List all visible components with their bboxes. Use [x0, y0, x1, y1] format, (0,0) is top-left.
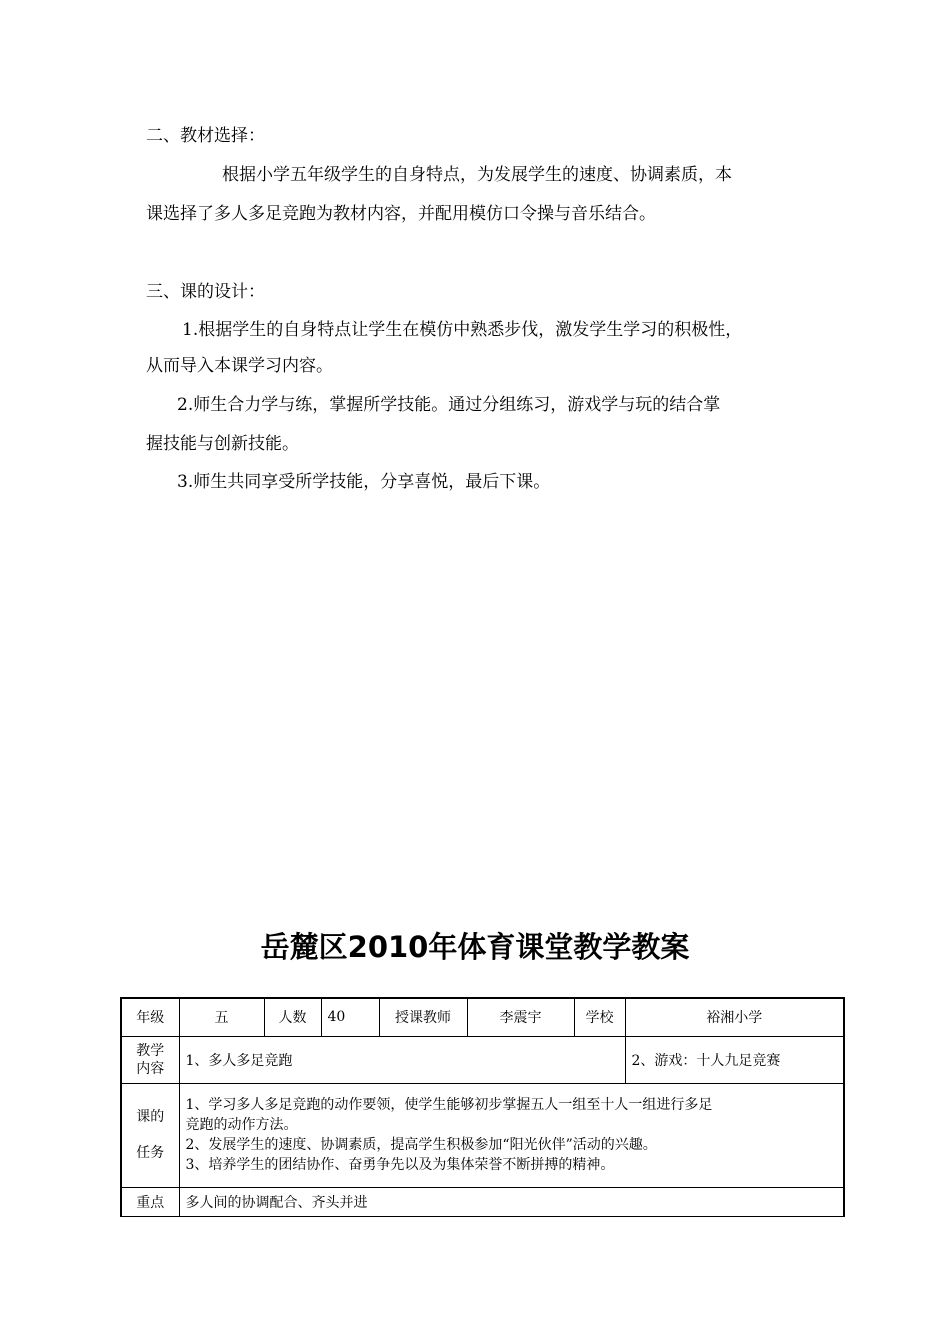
table-row [121, 1187, 844, 1216]
grade-value: 五 [179, 998, 264, 1036]
school-label: 学校 [574, 998, 625, 1036]
teaching-content-2: 2、游戏：十人九足竞赛 [625, 1036, 844, 1083]
key-point-value: 多人间的协调配合、齐头并进 [179, 1187, 844, 1216]
label-line: 任务 [136, 1145, 165, 1161]
label-line: 课的 [136, 1109, 165, 1125]
lesson-tasks [179, 1083, 844, 1187]
school-value: 裕湘小学 [625, 998, 844, 1036]
list-item-line: 2.师生合力学与练，掌握所学技能。通过分组练习，游戏学与玩的结合掌 [177, 395, 721, 415]
list-item-line: 1.根据学生的自身特点让学生在模仿中熟悉步伐，激发学生学习的积极性， [182, 320, 743, 340]
key-point-label: 重点 [121, 1187, 179, 1216]
teacher-value: 李震宇 [467, 998, 574, 1036]
teaching-content-label [121, 1036, 179, 1083]
list-item-line: 握技能与创新技能。 [146, 434, 299, 454]
paragraph-line: 根据小学五年级学生的自身特点，为发展学生的速度、协调素质，本 [222, 165, 732, 185]
task-line: 1、学习多人多足竞跑的动作要领，使学生能够初步掌握五人一组至十人一组进行多足 [185, 1097, 713, 1113]
task-line: 3、培养学生的团结协作、奋勇争先以及为集体荣誉不断拼搏的精神。 [185, 1157, 615, 1173]
table-row [121, 998, 844, 1036]
label-line: 教学 [136, 1042, 165, 1059]
list-item-line: 从而导入本课学习内容。 [146, 356, 333, 376]
section-heading: 二、教材选择： [146, 126, 265, 146]
paragraph-line: 课选择了多人多足竞跑为教材内容，并配用模仿口令操与音乐结合。 [146, 204, 656, 224]
student-count-value: 40 [321, 998, 379, 1036]
student-count-label: 人数 [264, 998, 321, 1036]
teaching-content-1: 1、多人多足竞跑 [179, 1036, 625, 1083]
task-line: 2、发展学生的速度、协调素质，提高学生积极参加“阳光伙伴”活动的兴趣。 [185, 1137, 657, 1153]
section-heading: 三、课的设计： [146, 282, 265, 302]
lesson-tasks-label [121, 1083, 179, 1187]
teacher-label: 授课教师 [379, 998, 467, 1036]
task-line: 竞跑的动作方法。 [185, 1117, 298, 1133]
grade-label: 年级 [121, 998, 179, 1036]
table-row [121, 1083, 844, 1187]
lesson-plan-table [120, 997, 845, 1217]
list-item-line: 3.师生共同享受所学技能，分享喜悦，最后下课。 [177, 472, 551, 492]
page-title: 岳麓区2010年体育课堂教学教案 [260, 930, 690, 964]
label-line: 内容 [136, 1060, 165, 1077]
table-row [121, 1036, 844, 1083]
